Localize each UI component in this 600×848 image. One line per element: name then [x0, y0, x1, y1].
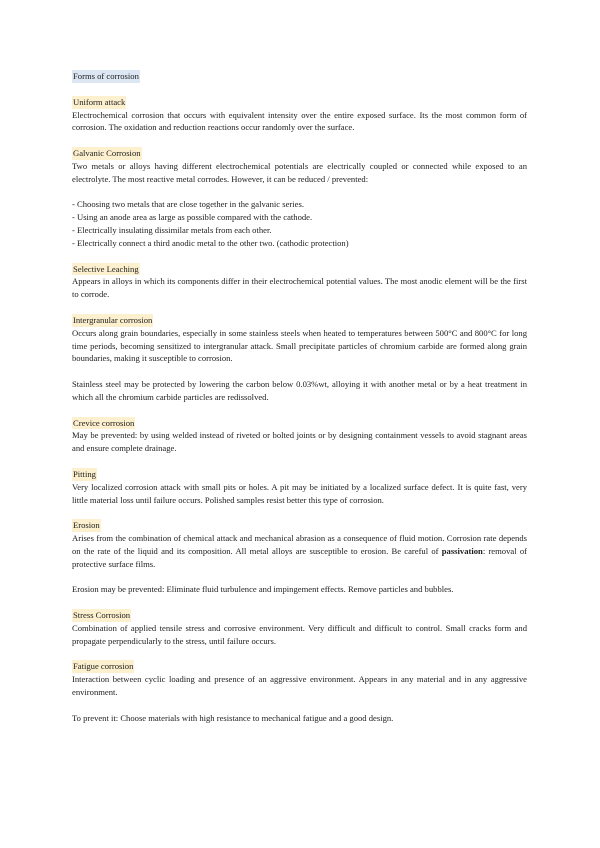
paragraph-crevice-corrosion: May be prevented: by using welded instead of riveted or bolted joints or by designing containment vessels to avoid stagnant areas and ensure complete drainage.: [72, 430, 527, 454]
paragraph-fatigue-description: Interaction between cyclic loading and presence of an aggressive environment. Appears in any material and in any aggressive environment.: [72, 674, 527, 698]
paragraph-intergranular-description: Occurs along grain boundaries, especially in some stainless steels when heated to temperatures between 500°C and 800°C for long time periods, becoming sensitized to intergranular attack. Small precipitate particles of chromium carbide are formed along grain boundaries, making it susceptible to corrosion.: [72, 327, 527, 364]
section-galvanic-corrosion: [72, 147, 527, 249]
paragraph-pitting: Very localized corrosion attack with small pits or holes. A pit may be initiated by a localized surface defect. It is quite fast, very little material loss until failure occurs. Polished samples resist better this type of corrosion.: [72, 481, 527, 505]
paragraph-intergranular-prevention: Stainless steel may be protected by lowering the carbon below 0.03%wt, alloying it with another metal or by a heat treatment in which all the chromium carbide particles are redissolved.: [72, 378, 527, 402]
heading-pitting: Pitting: [73, 468, 96, 479]
passivation-term: passivation: [441, 545, 483, 556]
section-selective-leaching: [72, 263, 527, 301]
document-page: [72, 70, 527, 724]
paragraph-fatigue-prevention: To prevent it: Choose materials with high resistance to mechanical fatigue and a good design.: [72, 712, 394, 723]
paragraph-stress-corrosion: Combination of applied tensile stress and corrosive environment. Very difficult and difficult to control. Small cracks form and propagate perpendicularly to the stress, until failure occurs.: [72, 622, 527, 646]
section-pitting: [72, 468, 527, 506]
section-crevice-corrosion: [72, 417, 527, 455]
paragraph-erosion-prevention: Erosion may be prevented: Eliminate fluid turbulence and impingement effects. Remove particles and bubbles.: [72, 584, 454, 595]
heading-fatigue-corrosion: Fatigue corrosion: [73, 661, 134, 672]
paragraph-galvanic-corrosion: Two metals or alloys having different electrochemical potentials are electrically coupled or connected while exposed to an electrolyte. The most reactive metal corrodes. However, it can be reduced / prevented:: [72, 160, 527, 184]
heading-galvanic-corrosion: Galvanic Corrosion: [73, 148, 141, 159]
list-item: - Choosing two metals that are close together in the galvanic series.: [72, 199, 304, 210]
section-stress-corrosion: [72, 609, 527, 647]
paragraph-selective-leaching: Appears in alloys in which its components differ in their electrochemical potential values. The most anodic element will be the first to corrode.: [72, 276, 527, 300]
heading-uniform-attack: Uniform attack: [73, 96, 126, 107]
section-intergranular-corrosion: [72, 314, 527, 404]
heading-crevice-corrosion: Crevice corrosion: [73, 417, 135, 428]
list-item: - Electrically connect a third anodic metal to the other two. (cathodic protection): [72, 237, 349, 248]
section-fatigue-corrosion: [72, 660, 527, 724]
list-item: - Electrically insulating dissimilar metals from each other.: [72, 224, 272, 235]
heading-selective-leaching: Selective Leaching: [73, 263, 139, 274]
paragraph-uniform-attack: Electrochemical corrosion that occurs with equivalent intensity over the entire exposed surface. Its the most common form of corrosion. The oxidation and reduction reactions occur randomly over the surface.: [72, 109, 527, 133]
list-item: - Using an anode area as large as possible compared with the cathode.: [72, 212, 313, 223]
heading-erosion: Erosion: [73, 520, 100, 531]
erosion-text-end: : removal of protective surface films.: [72, 545, 527, 569]
section-erosion: [72, 519, 527, 596]
section-uniform-attack: [72, 96, 527, 134]
paragraph-erosion-description: [72, 532, 527, 570]
galvanic-prevention-list: [72, 198, 527, 249]
heading-intergranular-corrosion: Intergranular corrosion: [73, 314, 153, 325]
document-title-row: [72, 70, 527, 83]
heading-stress-corrosion: Stress Corrosion: [73, 610, 131, 621]
document-title: Forms of corrosion: [73, 71, 139, 81]
erosion-text-start: Arises from the combination of chemical attack and mechanical abrasion as a consequence of fluid motion. Corrosion rate depends on the rate of the liquid and its composition. All metal alloys are susceptible to erosion. Be careful of: [72, 533, 527, 556]
